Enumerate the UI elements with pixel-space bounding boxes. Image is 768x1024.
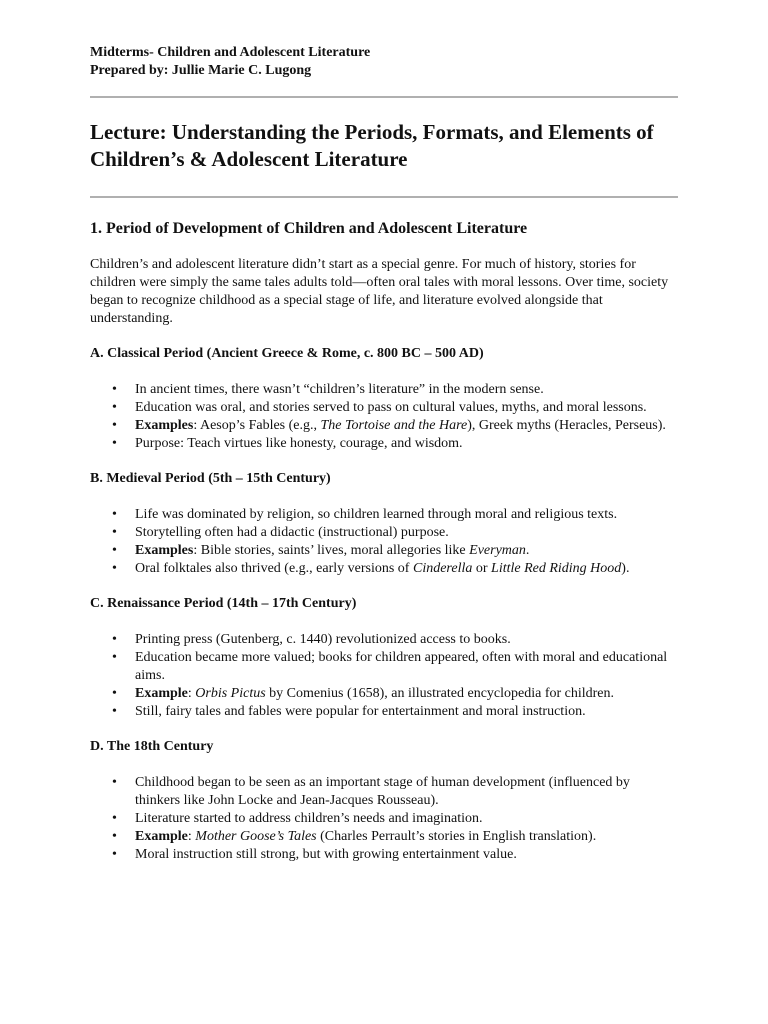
text-run: ). <box>621 561 630 576</box>
list-item <box>90 846 678 864</box>
text-run: Printing press (Gutenberg, c. 1440) revolutionized access to books. <box>135 632 511 647</box>
text-run: Storytelling often had a didactic (instructional) purpose. <box>135 525 449 540</box>
list-item <box>90 417 678 435</box>
period-heading: C. Renaissance Period (14th – 17th Century) <box>90 596 357 611</box>
bullet-icon: • <box>112 811 117 826</box>
italic-title: Cinderella <box>412 561 473 576</box>
list-item <box>90 810 678 828</box>
bullet-icon: • <box>112 561 117 576</box>
bullet-icon: • <box>112 847 117 862</box>
bold-text: Example <box>135 829 188 844</box>
list-item <box>90 542 678 560</box>
text-run: : Aesop’s Fables (e.g., <box>193 418 321 433</box>
text-run: Education was oral, and stories served to pass on cultural values, myths, and moral lessons. <box>135 400 647 415</box>
divider-top <box>90 96 678 98</box>
period-heading: D. The 18th Century <box>90 739 214 754</box>
bold-text: Examples <box>135 418 194 433</box>
bullet-icon: • <box>112 543 117 558</box>
bullet-list <box>90 631 678 721</box>
bullet-icon: • <box>112 525 117 540</box>
bullet-icon: • <box>112 418 117 433</box>
list-item <box>90 685 678 703</box>
text-run: Education became more valued; books for children appeared, often with moral and educational aims. <box>135 650 668 683</box>
text-run: (Charles Perrault’s stories in English translation). <box>316 829 597 844</box>
bullet-icon: • <box>112 704 117 719</box>
list-item <box>90 631 678 649</box>
document-page <box>90 44 678 864</box>
bold-text: Examples <box>135 543 194 558</box>
list-item <box>90 399 678 417</box>
bullet-list <box>90 381 678 453</box>
text-run: Moral instruction still strong, but with growing entertainment value. <box>135 847 517 862</box>
bullet-icon: • <box>112 632 117 647</box>
list-item <box>90 703 678 721</box>
bullet-icon: • <box>112 507 117 522</box>
bullet-icon: • <box>112 382 117 397</box>
text-run: Purpose: Teach virtues like honesty, courage, and wisdom. <box>135 436 463 451</box>
period-heading: A. Classical Period (Ancient Greece & Rome, c. 800 BC – 500 AD) <box>90 346 484 361</box>
list-item <box>90 524 678 542</box>
list-item <box>90 828 678 846</box>
text-run: ), Greek myths (Heracles, Perseus). <box>467 418 666 433</box>
bullet-list <box>90 774 678 864</box>
periods-container <box>90 345 678 864</box>
list-item <box>90 649 678 685</box>
list-item <box>90 435 678 453</box>
italic-title: Orbis Pictus <box>195 686 266 701</box>
text-run: Still, fairy tales and fables were popular for entertainment and moral instruction. <box>135 704 586 719</box>
text-run: Oral folktales also thrived (e.g., early versions of <box>135 561 413 576</box>
prepared-by: Prepared by: Jullie Marie C. Lugong <box>90 63 312 78</box>
bullet-icon: • <box>112 829 117 844</box>
italic-title: Everyman <box>469 543 526 558</box>
bold-text: Example <box>135 686 188 701</box>
divider-bottom <box>90 196 678 198</box>
text-run: Literature started to address children’s needs and imagination. <box>135 811 483 826</box>
intro-paragraph: Children’s and adolescent literature didn’t start as a special genre. For much of history, stories for children were simply the same tales adults told—often oral tales with moral lessons. Over time, society began to recognize childhood as a special stage of life, and literature evolved alongside that understanding. <box>90 257 669 326</box>
bullet-icon: • <box>112 650 117 665</box>
text-run: : Bible stories, saints’ lives, moral allegories like <box>193 543 470 558</box>
italic-title: Little Red Riding Hood <box>491 561 622 576</box>
lecture-title: Lecture: Understanding the Periods, Formats, and Elements of Children’s & Adolescent Literature <box>90 120 654 171</box>
list-item <box>90 774 678 810</box>
italic-title: Mother Goose’s Tales <box>195 829 317 844</box>
bullet-icon: • <box>112 436 117 451</box>
bullet-icon: • <box>112 686 117 701</box>
text-run: . <box>525 543 530 558</box>
list-item <box>90 381 678 399</box>
text-run: Childhood began to be seen as an important stage of human development (influenced by thinkers like John Locke and Jean-Jacques Rousseau). <box>135 775 630 808</box>
period-heading: B. Medieval Period (5th – 15th Century) <box>90 471 331 486</box>
list-item <box>90 506 678 524</box>
text-run: or <box>472 561 492 576</box>
italic-title: The Tortoise and the Hare <box>320 418 468 433</box>
bullet-icon: • <box>112 775 117 790</box>
text-run: In ancient times, there wasn’t “children’s literature” in the modern sense. <box>135 382 544 397</box>
bullet-icon: • <box>112 400 117 415</box>
text-run: : <box>187 686 196 701</box>
list-item <box>90 560 678 578</box>
section-heading: 1. Period of Development of Children and Adolescent Literature <box>90 220 528 237</box>
text-run: : <box>187 829 196 844</box>
text-run: Life was dominated by religion, so children learned through moral and religious texts. <box>135 507 618 522</box>
text-run: by Comenius (1658), an illustrated encyclopedia for children. <box>265 686 615 701</box>
bullet-list <box>90 506 678 578</box>
course-title: Midterms- Children and Adolescent Literature <box>90 45 371 60</box>
